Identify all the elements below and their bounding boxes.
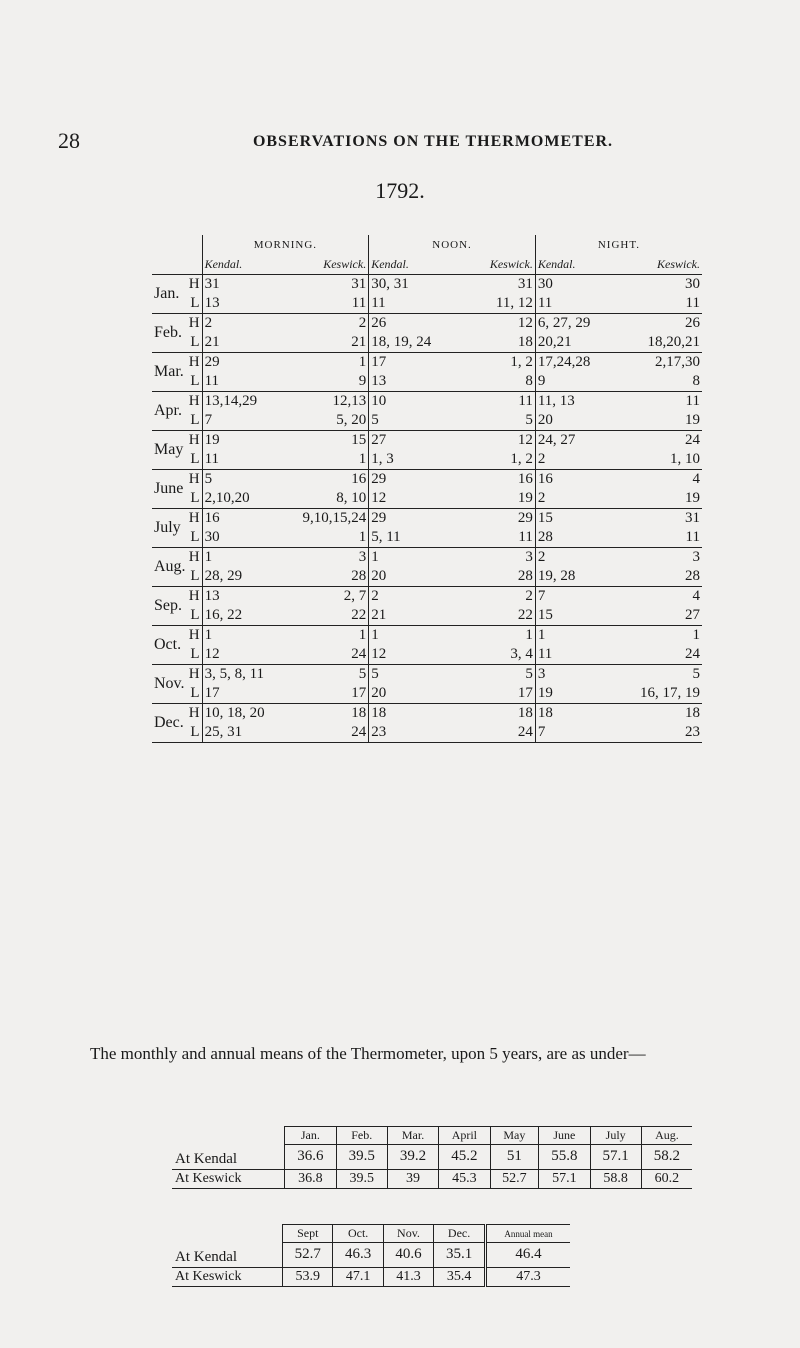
low-date-cell: 19 (535, 684, 627, 704)
mean-value: 41.3 (383, 1267, 433, 1286)
high-low-marker: L (190, 334, 200, 350)
low-date-cell: 19 (685, 412, 700, 428)
low-date-cell: 28 (517, 568, 533, 584)
means-table-1 (172, 1126, 692, 1189)
page-number: 28 (58, 128, 80, 153)
low-date-cell: 21 (369, 606, 461, 626)
thermometer-table (152, 235, 702, 743)
low-date-cell: 5, 20 (336, 412, 367, 428)
month-header: May (490, 1127, 539, 1145)
high-date-cell: 1 (461, 626, 536, 646)
mean-value: 52.7 (283, 1243, 333, 1268)
month-header: Aug. (641, 1127, 692, 1145)
month-name: June (154, 480, 184, 497)
high-date-cell: 29 (369, 509, 461, 529)
high-date-cell: 16 (202, 509, 294, 529)
month-name: Apr. (154, 402, 182, 419)
high-date-cell: 29 (202, 353, 294, 373)
high-low-marker: L (190, 724, 200, 740)
low-date-cell: 18, 19, 24 (369, 333, 461, 353)
low-date-cell: 11 (535, 645, 627, 665)
low-date-cell: 30 (202, 528, 294, 548)
high-date-cell: 13 (202, 587, 294, 607)
high-date-cell: 1 (202, 548, 294, 568)
low-date-cell: 7 (535, 723, 627, 743)
sub-header: Keswick. (294, 255, 369, 275)
mean-value: 36.6 (285, 1145, 336, 1170)
low-date-cell: 21 (202, 333, 294, 353)
high-date-cell: 11, 13 (535, 392, 627, 412)
month-name: Jan. (154, 285, 180, 302)
high-date-cell: 1 (294, 353, 369, 373)
high-date-cell: 18 (369, 704, 461, 724)
low-date-cell: 28 (685, 568, 700, 584)
low-date-cell: 28 (535, 528, 627, 548)
high-date-cell: 2, 7 (294, 587, 369, 607)
month-name: Feb. (154, 324, 182, 341)
low-date-cell: 20 (369, 567, 461, 587)
month-cell (154, 470, 200, 497)
kendal-label: At Kendal (172, 1145, 285, 1170)
high-date-cell: 3 (627, 548, 702, 568)
month-name: Sep. (154, 597, 182, 614)
month-header: Jan. (285, 1127, 336, 1145)
low-date-cell: 13 (202, 294, 294, 314)
high-low-marker: H (188, 315, 200, 331)
annual-mean-value: 46.4 (486, 1243, 570, 1268)
low-date-cell: 17 (517, 685, 533, 701)
low-date-cell: 19, 28 (535, 567, 627, 587)
month-name: July (154, 519, 181, 536)
low-date-cell: 11 (369, 294, 461, 314)
low-date-cell: 19 (517, 490, 533, 506)
high-date-cell: 7 (535, 587, 627, 607)
high-date-cell: 30 (627, 275, 702, 295)
mean-value: 57.1 (539, 1169, 590, 1188)
low-date-cell: 17 (202, 684, 294, 704)
month-header: June (539, 1127, 590, 1145)
high-date-cell: 2 (294, 314, 369, 334)
high-date-cell: 18 (535, 704, 627, 724)
sub-header: Keswick. (461, 255, 536, 275)
month-header: Feb. (336, 1127, 387, 1145)
mean-value: 40.6 (383, 1243, 433, 1268)
low-date-cell: 27 (685, 607, 700, 623)
high-date-cell: 18 (461, 704, 536, 724)
low-date-cell: 8 (525, 373, 533, 389)
high-date-cell: 29 (461, 509, 536, 529)
low-date-cell: 11 (685, 529, 700, 545)
high-date-cell: 1 (294, 626, 369, 646)
low-date-cell: 22 (517, 607, 533, 623)
high-date-cell: 12 (461, 314, 536, 334)
group-noon: NOON. (369, 235, 536, 255)
low-date-cell: 24 (461, 723, 536, 743)
low-date-cell: 5 (369, 411, 461, 431)
low-date-cell: 11 (518, 529, 533, 545)
high-date-cell: 16 (461, 470, 536, 490)
high-date-cell: 5 (627, 665, 702, 685)
month-header: Mar. (387, 1127, 438, 1145)
low-date-cell: 9 (358, 373, 367, 389)
high-date-cell: 24, 27 (535, 431, 627, 451)
low-date-cell: 1, 10 (670, 451, 700, 467)
high-date-cell: 31 (627, 509, 702, 529)
month-cell (154, 548, 200, 575)
low-date-cell: 11 (202, 450, 294, 470)
month-header: April (439, 1127, 490, 1145)
low-date-cell: 1 (358, 451, 367, 467)
low-date-cell: 1, 2 (510, 451, 533, 467)
low-date-cell: 23 (369, 723, 461, 743)
mean-value: 45.2 (439, 1145, 490, 1170)
high-low-marker: L (190, 490, 200, 506)
low-date-cell: 8, 10 (336, 490, 367, 506)
high-date-cell: 1 (202, 626, 294, 646)
high-date-cell: 13,14,29 (202, 392, 294, 412)
mean-value: 35.4 (434, 1267, 486, 1286)
high-date-cell: 3, 5, 8, 11 (202, 665, 294, 685)
high-low-marker: H (188, 393, 200, 409)
page-header (58, 128, 758, 152)
keswick-label: At Keswick (172, 1267, 283, 1286)
high-date-cell: 12,13 (294, 392, 369, 412)
high-low-marker: H (188, 354, 200, 370)
high-date-cell: 17 (369, 353, 461, 373)
high-date-cell: 15 (535, 509, 627, 529)
page-title: OBSERVATIONS ON THE THERMOMETER. (252, 133, 614, 150)
low-date-cell: 3, 4 (510, 646, 533, 662)
sub-header: Kendal. (369, 255, 461, 275)
month-name: Nov. (154, 675, 185, 692)
month-name: Dec. (154, 714, 184, 731)
low-date-cell: 23 (627, 723, 702, 743)
low-date-cell: 9 (535, 372, 627, 392)
low-date-cell: 24 (685, 646, 700, 662)
group-night: NIGHT. (535, 235, 702, 255)
low-date-cell: 5 (525, 412, 533, 428)
month-name: Oct. (154, 636, 182, 653)
high-date-cell: 31 (461, 275, 536, 295)
low-date-cell: 22 (351, 607, 367, 623)
mean-value: 52.7 (490, 1169, 539, 1188)
low-date-cell: 17 (351, 685, 367, 701)
high-date-cell: 10 (369, 392, 461, 412)
high-date-cell: 5 (461, 665, 536, 685)
low-date-cell: 2 (535, 450, 627, 470)
low-date-cell: 5, 11 (369, 528, 461, 548)
high-date-cell: 5 (202, 470, 294, 490)
high-date-cell: 3 (294, 548, 369, 568)
low-date-cell: 18 (517, 334, 533, 350)
high-date-cell: 30, 31 (369, 275, 461, 295)
annual-mean-value: 47.3 (486, 1267, 570, 1286)
high-date-cell: 19 (202, 431, 294, 451)
high-date-cell: 5 (294, 665, 369, 685)
low-date-cell: 11, 12 (495, 295, 533, 311)
high-date-cell: 11 (461, 392, 536, 412)
mean-value: 39.5 (336, 1169, 387, 1188)
high-date-cell: 2 (369, 587, 461, 607)
high-date-cell: 17,24,28 (535, 353, 627, 373)
month-cell (154, 431, 200, 458)
low-date-cell: 24 (351, 646, 367, 662)
month-header: Sept (283, 1225, 333, 1243)
mean-value: 58.2 (641, 1145, 692, 1170)
high-date-cell: 2 (461, 587, 536, 607)
high-date-cell: 2,17,30 (627, 353, 702, 373)
high-low-marker: H (188, 666, 200, 682)
high-date-cell: 5 (369, 665, 461, 685)
low-date-cell: 24 (294, 723, 369, 743)
mean-value: 39.5 (336, 1145, 387, 1170)
high-date-cell: 18 (627, 704, 702, 724)
month-cell (154, 275, 200, 302)
low-date-cell: 8 (692, 373, 700, 389)
high-date-cell: 29 (369, 470, 461, 490)
high-date-cell: 16 (294, 470, 369, 490)
year-heading: 1792. (375, 178, 425, 203)
means-table-2 (172, 1224, 570, 1287)
month-cell (154, 392, 200, 419)
month-cell (154, 509, 200, 536)
high-date-cell: 1 (535, 626, 627, 646)
high-date-cell: 30 (535, 275, 627, 295)
high-date-cell: 16 (535, 470, 627, 490)
high-date-cell: 26 (627, 314, 702, 334)
low-date-cell: 28 (351, 568, 367, 584)
month-cell (154, 704, 200, 731)
mean-value: 58.8 (590, 1169, 641, 1188)
month-header: July (590, 1127, 641, 1145)
low-date-cell: 13 (369, 372, 461, 392)
high-low-marker: L (190, 607, 200, 623)
low-date-cell: 16, 17, 19 (640, 685, 700, 701)
high-low-marker: H (188, 510, 200, 526)
low-date-cell: 18,20,21 (647, 334, 700, 350)
high-low-marker: L (190, 568, 200, 584)
low-date-cell: 2,10,20 (202, 489, 294, 509)
high-date-cell: 4 (627, 587, 702, 607)
high-low-marker: L (190, 685, 200, 701)
low-date-cell: 12 (202, 645, 294, 665)
month-name: Aug. (154, 558, 186, 575)
high-date-cell: 1 (369, 626, 461, 646)
high-low-marker: H (188, 705, 200, 721)
low-date-cell: 7 (202, 411, 294, 431)
month-header: Oct. (333, 1225, 383, 1243)
mean-value: 45.3 (439, 1169, 490, 1188)
low-date-cell: 21 (351, 334, 367, 350)
high-low-marker: L (190, 451, 200, 467)
high-date-cell: 31 (202, 275, 294, 295)
month-header: Dec. (434, 1225, 486, 1243)
high-date-cell: 26 (369, 314, 461, 334)
low-date-cell: 12 (369, 489, 461, 509)
mean-value: 47.1 (333, 1267, 383, 1286)
high-low-marker: H (188, 588, 200, 604)
high-low-marker: L (190, 646, 200, 662)
high-date-cell: 2 (202, 314, 294, 334)
month-name: May (154, 441, 184, 458)
low-date-cell: 16, 22 (202, 606, 294, 626)
kendal-label: At Kendal (172, 1243, 283, 1268)
low-date-cell: 20 (369, 684, 461, 704)
low-date-cell: 20 (535, 411, 627, 431)
mean-value: 39.2 (387, 1145, 438, 1170)
low-date-cell: 2 (535, 489, 627, 509)
month-cell (154, 626, 200, 653)
mean-value: 51 (490, 1145, 539, 1170)
high-date-cell: 18 (294, 704, 369, 724)
high-date-cell: 3 (535, 665, 627, 685)
high-date-cell: 1 (627, 626, 702, 646)
low-date-cell: 1 (358, 529, 367, 545)
month-cell (154, 587, 200, 614)
month-header: Nov. (383, 1225, 433, 1243)
high-low-marker: L (190, 373, 200, 389)
high-date-cell: 1 (369, 548, 461, 568)
high-date-cell: 11 (627, 392, 702, 412)
mean-value: 55.8 (539, 1145, 590, 1170)
high-date-cell: 2 (535, 548, 627, 568)
low-date-cell: 20,21 (535, 333, 627, 353)
high-low-marker: L (190, 529, 200, 545)
high-low-marker: L (190, 295, 200, 311)
mean-value: 36.8 (285, 1169, 336, 1188)
high-date-cell: 15 (294, 431, 369, 451)
high-date-cell: 27 (369, 431, 461, 451)
mean-value: 57.1 (590, 1145, 641, 1170)
month-cell (154, 665, 200, 692)
low-date-cell: 15 (535, 606, 627, 626)
high-date-cell: 1, 2 (461, 353, 536, 373)
low-date-cell: 12 (369, 645, 461, 665)
high-low-marker: H (188, 471, 200, 487)
low-date-cell: 1, 3 (369, 450, 461, 470)
means-paragraph: The monthly and annual means of the Thermometer, upon 5 years, are as under— (90, 1044, 646, 1063)
high-date-cell: 3 (461, 548, 536, 568)
sub-header: Kendal. (535, 255, 627, 275)
low-date-cell: 11 (685, 295, 700, 311)
mean-value: 46.3 (333, 1243, 383, 1268)
high-date-cell: 10, 18, 20 (202, 704, 294, 724)
low-date-cell: 11 (202, 372, 294, 392)
month-cell (154, 314, 200, 341)
mean-value: 39 (387, 1169, 438, 1188)
high-date-cell: 12 (461, 431, 536, 451)
low-date-cell: 11 (535, 294, 627, 314)
high-low-marker: H (188, 432, 200, 448)
high-date-cell: 4 (627, 470, 702, 490)
group-morning: MORNING. (202, 235, 369, 255)
low-date-cell: 19 (685, 490, 700, 506)
low-date-cell: 28, 29 (202, 567, 294, 587)
low-date-cell: 11 (351, 295, 367, 311)
mean-value: 60.2 (641, 1169, 692, 1188)
high-date-cell: 6, 27, 29 (535, 314, 627, 334)
high-date-cell: 31 (294, 275, 369, 295)
keswick-label: At Keswick (172, 1169, 285, 1188)
high-date-cell: 24 (627, 431, 702, 451)
sub-header: Keswick. (627, 255, 702, 275)
high-low-marker: L (190, 412, 200, 428)
annual-mean-header: Annual mean (486, 1225, 570, 1243)
high-low-marker: H (188, 549, 200, 565)
low-date-cell: 25, 31 (202, 723, 294, 743)
high-date-cell: 9,10,15,24 (294, 509, 369, 529)
high-low-marker: H (188, 627, 200, 643)
sub-header: Kendal. (202, 255, 294, 275)
month-cell (154, 353, 200, 380)
month-name: Mar. (154, 363, 184, 380)
mean-value: 53.9 (283, 1267, 333, 1286)
high-low-marker: H (188, 276, 200, 292)
mean-value: 35.1 (434, 1243, 486, 1268)
